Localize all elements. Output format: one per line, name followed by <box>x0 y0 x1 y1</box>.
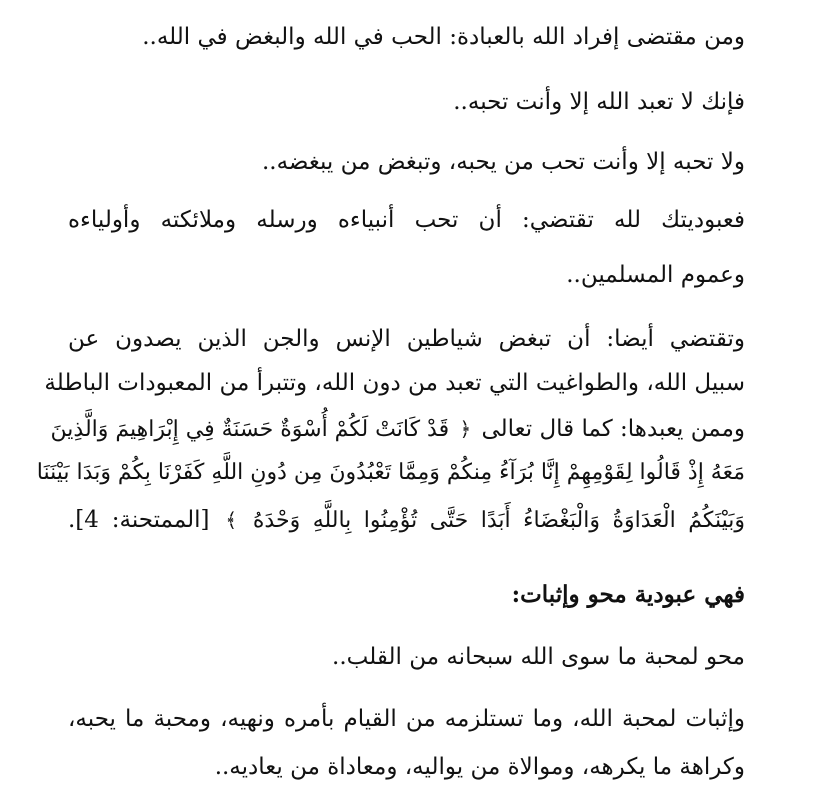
paragraph-line: محو لمحبة ما سوى الله سبحانه من القلب.. <box>332 644 745 670</box>
verse-citation: [الممتحنة: 4]. <box>68 507 210 533</box>
paragraph-line: وعموم المسلمين.. <box>566 262 745 288</box>
verse-close-bracket: ﴾ <box>225 508 238 532</box>
section-heading: فهي عبودية محو وإثبات: <box>511 581 745 608</box>
paragraph-line: سبيل الله، والطواغيت التي تعبد من دون الله، وتتبرأ من المعبودات الباطلة <box>44 370 745 396</box>
paragraph-line: فإنك لا تعبد الله إلا وأنت تحبه.. <box>453 89 745 115</box>
verse-open-bracket: ﴿ <box>459 417 472 441</box>
paragraph-line: ولا تحبه إلا وأنت تحب من يحبه، وتبغض من يبغضه.. <box>261 149 745 175</box>
paragraph-line: ومن مقتضى إفراد الله بالعبادة: الحب في الله والبغض في الله.. <box>142 24 745 50</box>
verse-line-1 <box>50 412 745 446</box>
paragraph-line: وتقتضي أيضا: أن تبغض شياطين الإنس والجن الذين يصدون عن <box>68 326 745 352</box>
paragraph-line-text: وممن يعبدها: كما قال تعالى <box>481 416 745 442</box>
verse-line-3 <box>68 503 745 537</box>
paragraph-line: فعبوديتك لله تقتضي: أن تحب أنبياءه ورسله وملائكته وأولياءه <box>68 207 745 233</box>
quran-verse-text: وَبَيْنَكُمُ الْعَدَاوَةُ وَالْبَغْضَاءُ أَبَدًا حَتَّى تُؤْمِنُوا بِاللَّهِ وَحْدَهُ <box>252 508 746 533</box>
quran-verse-text: قَدْ كَانَتْ لَكُمْ أُسْوَةٌ حَسَنَةٌ فِي إِبْرَاهِيمَ وَالَّذِينَ <box>50 417 450 442</box>
paragraph-line: وكراهة ما يكرهه، وموالاة من يواليه، ومعاداة من يعاديه.. <box>214 754 745 780</box>
paragraph-line: وإثبات لمحبة الله، وما تستلزمه من القيام بأمره ونهيه، ومحبة ما يحبه، <box>68 706 745 732</box>
quran-verse-line-2: مَعَهُ إِذْ قَالُوا لِقَوْمِهِمْ إِنَّا بُرَآءُ مِنكُمْ وَمِمَّا تَعْبُدُونَ مِن دُونِ اللَّهِ كَفَرْنَا بِكُمْ وَبَدَا بَيْنَنَا <box>36 460 745 485</box>
